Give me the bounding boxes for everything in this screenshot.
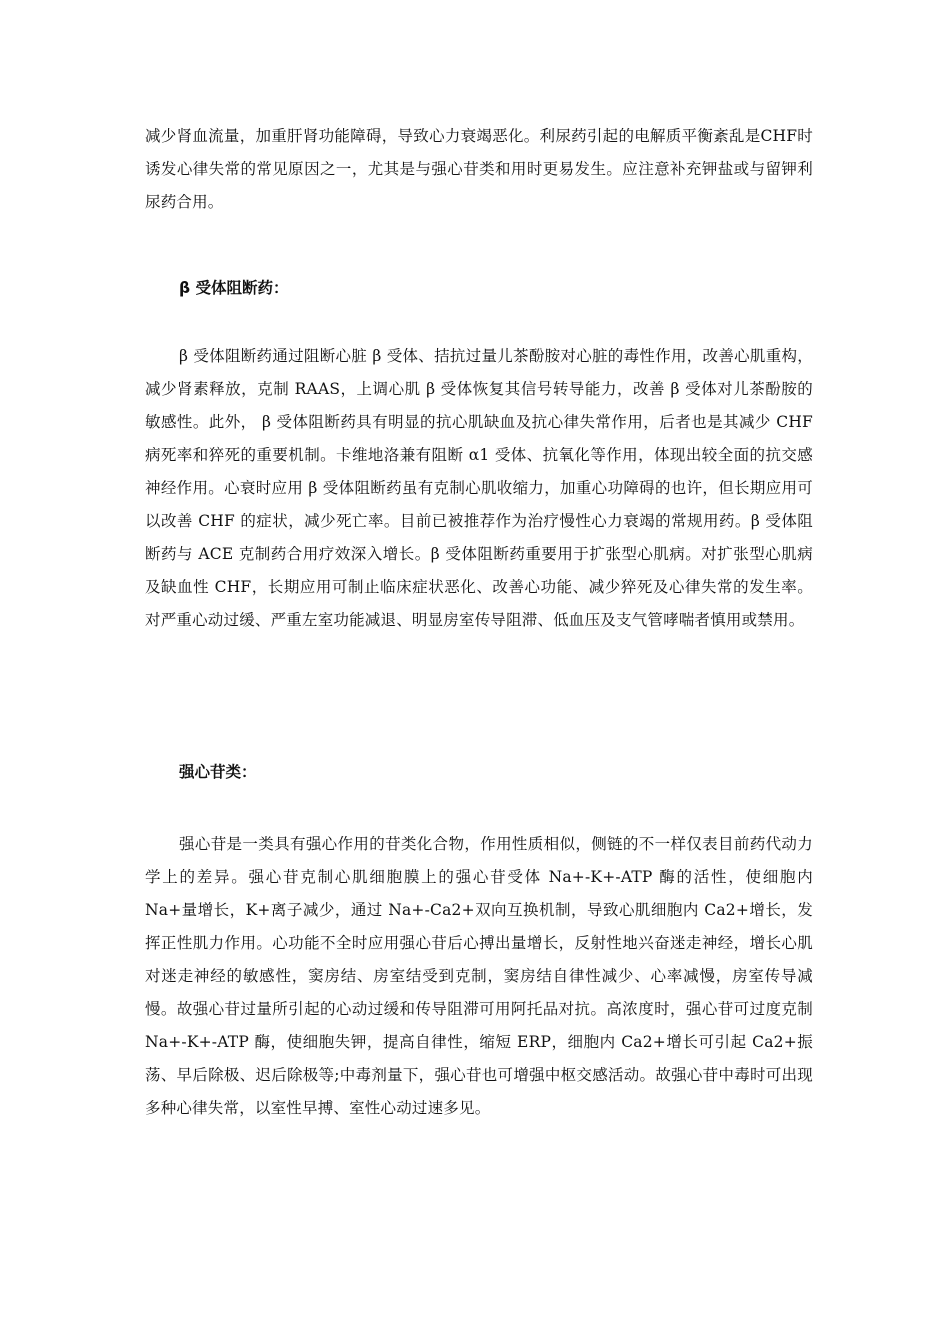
heading-beta-blockers: β 受体阻断药： [179, 279, 289, 297]
paragraph-cardiac-glycosides: 强心苷是一类具有强心作用的苷类化合物，作用性质相似，侧链的不一样仅表目前药代动力学上的差异。强心苷克制心肌细胞膜上的强心苷受体 Na+-K+-ATP 酶的活性，使细胞内 Na+量增长，K+离子减少，通过 Na+-Ca2+双向互换机制，导致心肌细胞内 Ca2+增长，发挥正性肌力作用。心功能不全时应用强心苷后心搏出量增长，反射性地兴奋迷走神经，增长心肌对迷走神经的敏感性，窦房结、房室结受到克制，窦房结自律性减少、心率减慢，房室传导减慢。故强心苷过量所引起的心动过缓和传导阻滞可用阿托品对抗。高浓度时，强心苷可过度克制 Na+-K+-ATP 酶，使细胞失钾，提高自律性，缩短 ERP，细胞内 Ca2+增长可引起 Ca2+振荡、早后除极、迟后除极等;中毒剂量下，强心苷也可增强中枢交感活动。故强心苷中毒时可出现多种心律失常，以室性早搏、室性心动过速多见。 [145, 835, 813, 1117]
paragraph-diuretics-continued: 减少肾血流量，加重肝肾功能障碍，导致心力衰竭恶化。利尿药引起的电解质平衡紊乱是CHF时诱发心律失常的常见原因之一，尤其是与强心苷类和用时更易发生。应注意补充钾盐或与留钾利尿药合用。 [145, 127, 813, 211]
heading-cardiac-glycosides: 强心苷类： [179, 763, 257, 781]
paragraph-beta-blockers: β 受体阻断药通过阻断心脏 β 受体、拮抗过量儿茶酚胺对心脏的毒性作用，改善心肌重构，减少肾素释放，克制 RAAS，上调心肌 β 受体恢复其信号转导能力，改善 β 受体对儿茶酚胺的敏感性。此外， β 受体阻断药具有明显的抗心肌缺血及抗心律失常作用，后者也是其减少 CHF 病死率和猝死的重要机制。卡维地洛兼有阻断 α1 受体、抗氧化等作用，体现出较全面的抗交感神经作用。心衰时应用 β 受体阻断药虽有克制心肌收缩力，加重心功障碍的也许，但长期应用可以改善 CHF 的症状，减少死亡率。目前已被推荐作为治疗慢性心力衰竭的常规用药。β 受体阻断药与 ACE 克制药合用疗效深入增长。β 受体阻断药重要用于扩张型心肌病。对扩张型心肌病及缺血性 CHF，长期应用可制止临床症状恶化、改善心功能、减少猝死及心律失常的发生率。对严重心动过缓、严重左室功能减退、明显房室传导阻滞、低血压及支气管哮喘者慎用或禁用。 [145, 347, 813, 629]
